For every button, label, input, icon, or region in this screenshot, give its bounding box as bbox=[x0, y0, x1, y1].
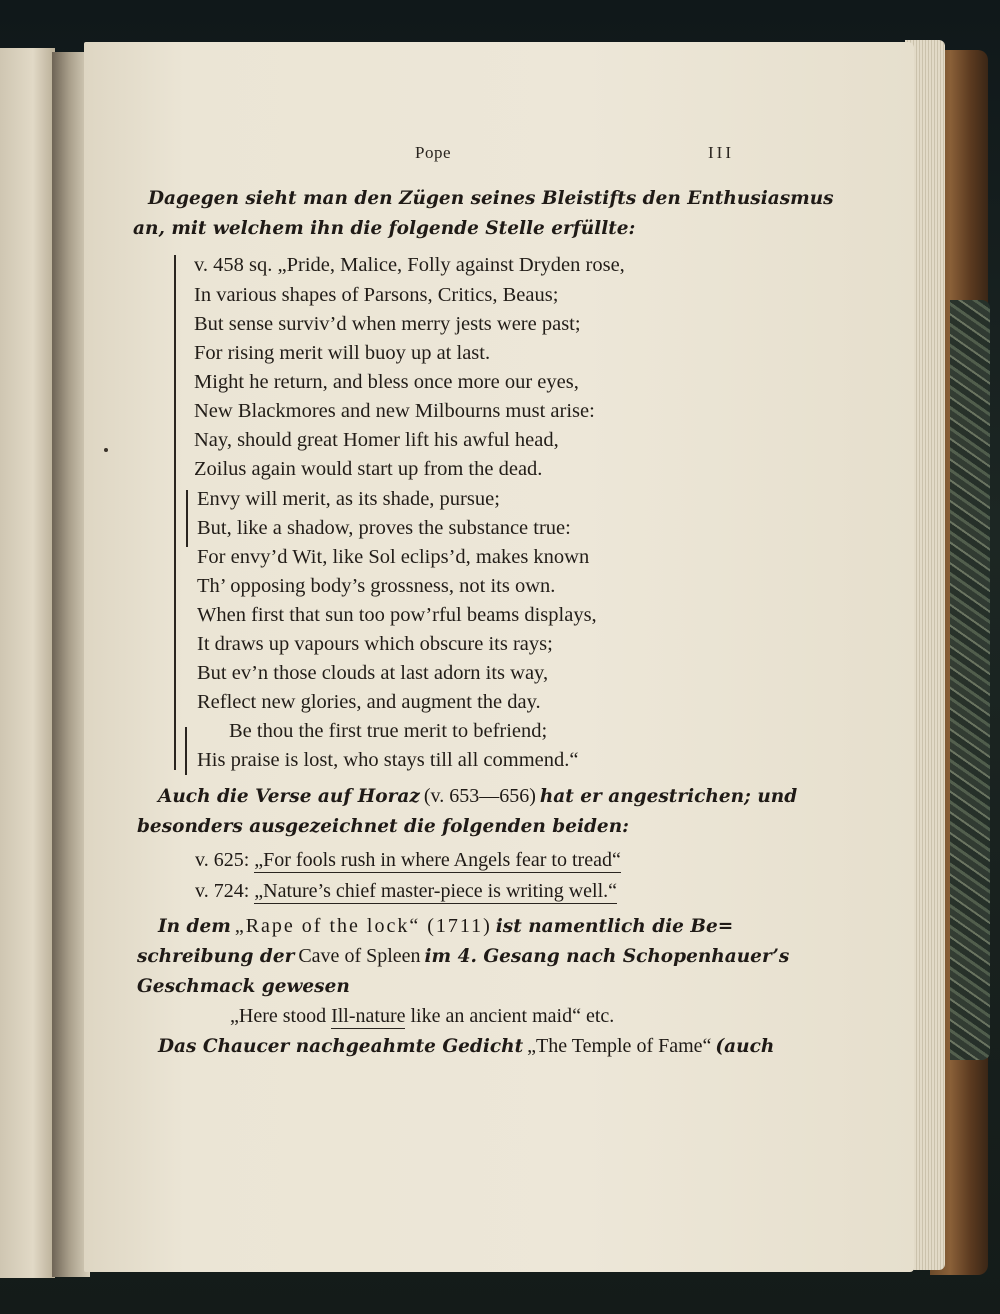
para3-line-1 bbox=[158, 915, 733, 938]
verse-line: For rising merit will buoy up at last. bbox=[194, 342, 491, 364]
intro-line-1: Dagegen sieht man den Zügen seines Bleistifts den Enthusiasmus bbox=[148, 188, 834, 209]
verse-line: But sense surviv’d when merry jests were past; bbox=[194, 313, 581, 335]
para3-text-2c: im 4. Gesang nach Schopenhauer’s bbox=[424, 946, 790, 967]
verse-line: His praise is lost, who stays till all commend.“ bbox=[197, 749, 579, 771]
left-page-edge bbox=[0, 48, 55, 1278]
para3-text-a: In dem bbox=[158, 916, 231, 937]
para4-line bbox=[158, 1035, 774, 1058]
quote-2-text: „Nature’s chief master-piece is writing well.“ bbox=[254, 880, 618, 902]
verse-line: In various shapes of Parsons, Critics, Beaus; bbox=[194, 284, 559, 306]
page-number: III bbox=[708, 143, 734, 162]
verse-line: Zoilus again would start up from the dead. bbox=[194, 458, 543, 480]
quote-3 bbox=[230, 1005, 614, 1028]
para3-text-c: ist namentlich die Be= bbox=[495, 916, 734, 937]
marbled-endpaper bbox=[950, 300, 990, 1060]
para3-title: „Rape of the lock“ (1711) bbox=[234, 915, 492, 937]
quote-2 bbox=[195, 880, 617, 903]
para4-text-a: Das Chaucer nachgeahmte Gedicht bbox=[158, 1036, 524, 1057]
verse-line: When first that sun too pow’rful beams displays, bbox=[197, 604, 597, 626]
para2-line-1 bbox=[158, 785, 797, 808]
verse-line: v. 458 sq. „Pride, Malice, Folly against Dryden rose, bbox=[194, 254, 625, 276]
quote-1-ref: v. 625: bbox=[195, 849, 250, 871]
para4-text-c: (auch bbox=[715, 1036, 775, 1057]
verse-line: Be thou the first true merit to befriend; bbox=[229, 720, 548, 742]
verse-line: Reflect new glories, and augment the day. bbox=[197, 691, 541, 713]
verse-line: Th’ opposing body’s grossness, not its own. bbox=[197, 575, 556, 597]
verse-line: Nay, should great Homer lift his awful head, bbox=[194, 429, 559, 451]
verse-line: It draws up vapours which obscure its rays; bbox=[197, 633, 553, 655]
para2-text-c: hat er angestrichen; und bbox=[539, 786, 798, 807]
margin-bar-long bbox=[174, 255, 176, 770]
verse-line: But, like a shadow, proves the substance true: bbox=[197, 517, 571, 539]
verse-line: Might he return, and bless once more our eyes, bbox=[194, 371, 579, 393]
para3-line-2 bbox=[137, 945, 789, 968]
para3-cave: Cave of Spleen bbox=[298, 945, 421, 967]
margin-bar-short-2 bbox=[185, 727, 187, 775]
quote-3-underlined: Ill-nature bbox=[331, 1005, 406, 1027]
margin-bar-short-1 bbox=[186, 490, 188, 547]
para3-text-2a: schreibung der bbox=[137, 946, 295, 967]
running-head: Pope bbox=[415, 143, 451, 162]
verse-line: But ev’n those clouds at last adorn its way, bbox=[197, 662, 549, 684]
quote-2-ref: v. 724: bbox=[195, 880, 250, 902]
para3-line-3: Geschmack gewesen bbox=[137, 976, 350, 997]
margin-dot bbox=[104, 448, 108, 452]
verse-line: New Blackmores and new Milbourns must arise: bbox=[194, 400, 595, 422]
intro-line-2: an, mit welchem ihn die folgende Stelle erfüllte: bbox=[133, 218, 636, 239]
quote-3-a: „Here stood bbox=[230, 1005, 327, 1027]
quote-1-text: „For fools rush in where Angels fear to tread“ bbox=[254, 849, 621, 871]
para2-verse-range: (v. 653—656) bbox=[423, 785, 536, 807]
para2-text-a: Auch die Verse auf Horaz bbox=[158, 786, 420, 807]
para4-title: „The Temple of Fame“ bbox=[527, 1035, 712, 1057]
verse-line: Envy will merit, as its shade, pursue; bbox=[197, 488, 500, 510]
para2-line-2: besonders ausgezeichnet die folgenden beiden: bbox=[137, 816, 629, 837]
quote-1 bbox=[195, 849, 621, 872]
verse-line: For envy’d Wit, like Sol eclips’d, makes known bbox=[197, 546, 590, 568]
quote-3-c: like an ancient maid“ etc. bbox=[410, 1005, 615, 1027]
